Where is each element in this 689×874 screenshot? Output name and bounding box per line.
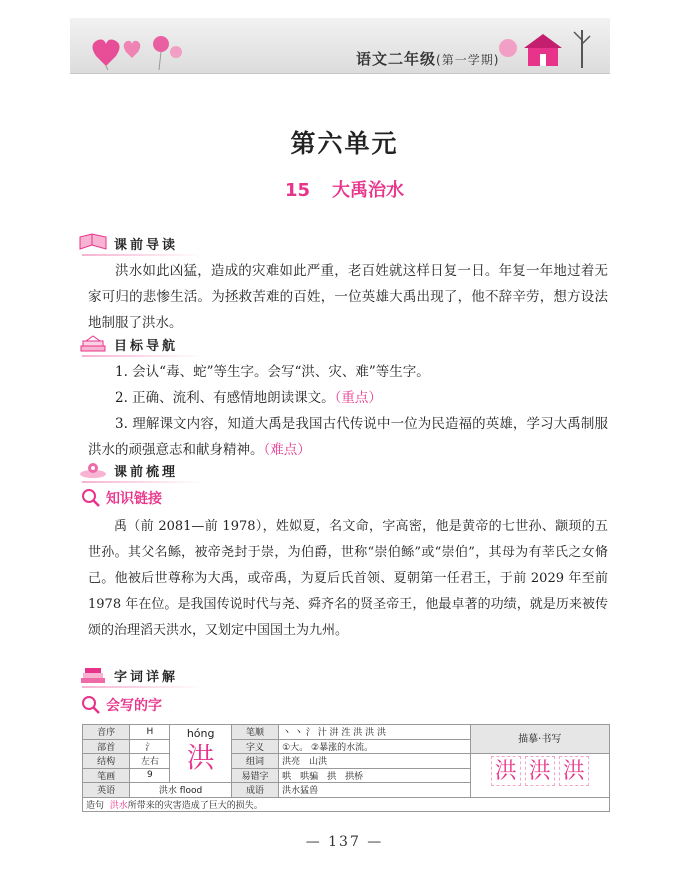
section-preview-heading: 课前导读 [78, 232, 178, 254]
house-tree-decoration-icon [490, 24, 600, 72]
trace-write-cell: 描摹·书写 洪 洪 洪 [470, 725, 609, 798]
books-icon [78, 665, 108, 685]
trace-char: 洪 [491, 756, 521, 786]
section-words-heading: 字词详解 [78, 664, 178, 686]
magnifier-icon [80, 488, 102, 508]
big-character-cell: hóng 洪 [170, 725, 231, 783]
header-title: 语文二年级(第一学期) [356, 50, 500, 68]
magnifier-icon [80, 695, 102, 715]
preview-text: 洪水如此凶猛，造成的灾难如此严重，老百姓就这样日复一日。年复一年地过着无家可归的悲惨生活。为拯救苦难的百姓，一位英雄大禹出现了，他不辞辛劳，想方设法地制服了洪水。 [88, 263, 608, 331]
goal-item-2: 2. 正确、流利、有感情地朗读课文。（重点） [115, 390, 382, 406]
page-header [70, 18, 610, 74]
character-table: 音序 H hóng 洪 笔顺 丶 丶 氵 汁 汫 泩 洪 洪 洪 描摹·书写 洪 洪 洪 部首 氵 字义 ①大。 ②暴涨的水流。 结构 左右 组词 洪亮 山洪 笔画 9 易错字 哄 哄骗 拱 拱桥 英语 洪水 flood 成语 洪水猛兽 造句 洪水所带来的灾害造成了巨大的损失。 [82, 724, 610, 812]
book-stack-icon [78, 334, 108, 354]
lesson-title [0, 176, 689, 202]
book-icon [78, 233, 108, 253]
heart-balloons-decoration-icon [86, 26, 196, 70]
knowledge-link-heading: 知识链接 [80, 487, 162, 509]
goal-item-1: 1. 会认“毒、蛇”等生字。会写“洪、灾、难”等生字。 [115, 364, 430, 380]
page-number: — 137 — [305, 834, 384, 850]
trace-char: 洪 [559, 756, 589, 786]
knowledge-text: 禹（前 2081—前 1978），姓姒夏，名文命，字高密，他是黄帝的七世孙、颛顼的五世孙。其父名鲧，被帝尧封于崇，为伯爵，世称“崇伯鲧”或“崇伯”，其母为有莘氏之女脩己。他被后世尊称为大禹，或帝禹，为夏后氏首领、夏朝第一任君王，于前 2029 年至前 1978 年在位。是我国传说时代与尧、舜齐名的贤圣帝王，他最卓著的功绩，就是历来被传颂的治理滔天洪水，又划定中国国土为九州。 [88, 519, 608, 638]
lesson-number: 15 [284, 180, 311, 201]
goal-item-3: 3. 理解课文内容，知道大禹是我国古代传说中一位为民造福的英雄，学习大禹制服洪水的顽强意志和献身精神。（难点） [88, 416, 608, 458]
unit-title: 第六单元 [290, 129, 399, 158]
write-chars-heading: 会写的字 [80, 694, 162, 716]
flower-icon [78, 460, 108, 480]
lesson-name: 大禹治水 [332, 180, 405, 201]
trace-char: 洪 [525, 756, 555, 786]
section-review-heading: 课前梳理 [78, 459, 178, 481]
section-goals-heading: 目标导航 [78, 333, 178, 355]
example-sentence: 造句 洪水所带来的灾害造成了巨大的损失。 [83, 797, 610, 812]
